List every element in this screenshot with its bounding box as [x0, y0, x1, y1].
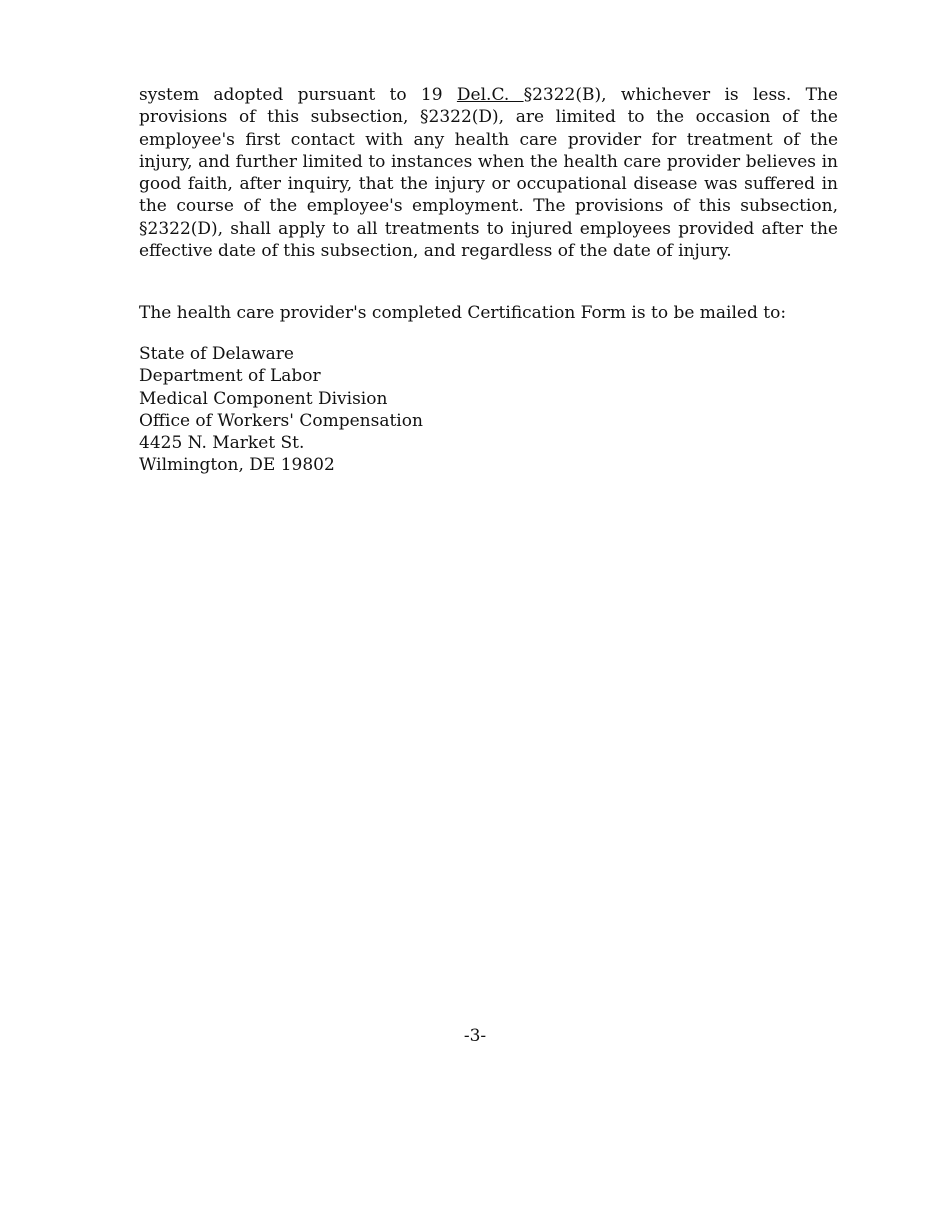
address-line-city: Wilmington, DE 19802	[139, 455, 335, 476]
page-number: -3-	[463, 1026, 487, 1046]
address-line-street: 4425 N. Market St.	[139, 433, 305, 454]
address-line-office: Office of Workers' Compensation	[139, 410, 423, 431]
mailing-address	[139, 343, 423, 477]
paragraph-text-rest: §2322(B), whichever is less. The provisions of this subsection, §2322(D), are limited to the occasion of the employee's first contact with any health care provider for treatment of the injury, and further limited to instances when the health care provider believes in good faith, after inquiry, that the injury or occupational disease was suffered in the course of the employee's employment. The provisions of this subsection, §2322(D), shall apply to all treatments to injured employees provided after the effective date of this subsection, and regardless of the date of injury.	[139, 85, 838, 262]
body-paragraph	[139, 84, 838, 262]
address-line-state: State of Delaware	[139, 344, 294, 364]
address-line-department: Department of Labor	[139, 366, 321, 387]
paragraph-text-start: system adopted pursuant to 19	[139, 85, 457, 105]
address-line-division: Medical Component Division	[139, 388, 388, 409]
statute-citation: Del.C.	[456, 85, 524, 105]
mailing-instruction: The health care provider's completed Certification Form is to be mailed to:	[139, 303, 787, 323]
